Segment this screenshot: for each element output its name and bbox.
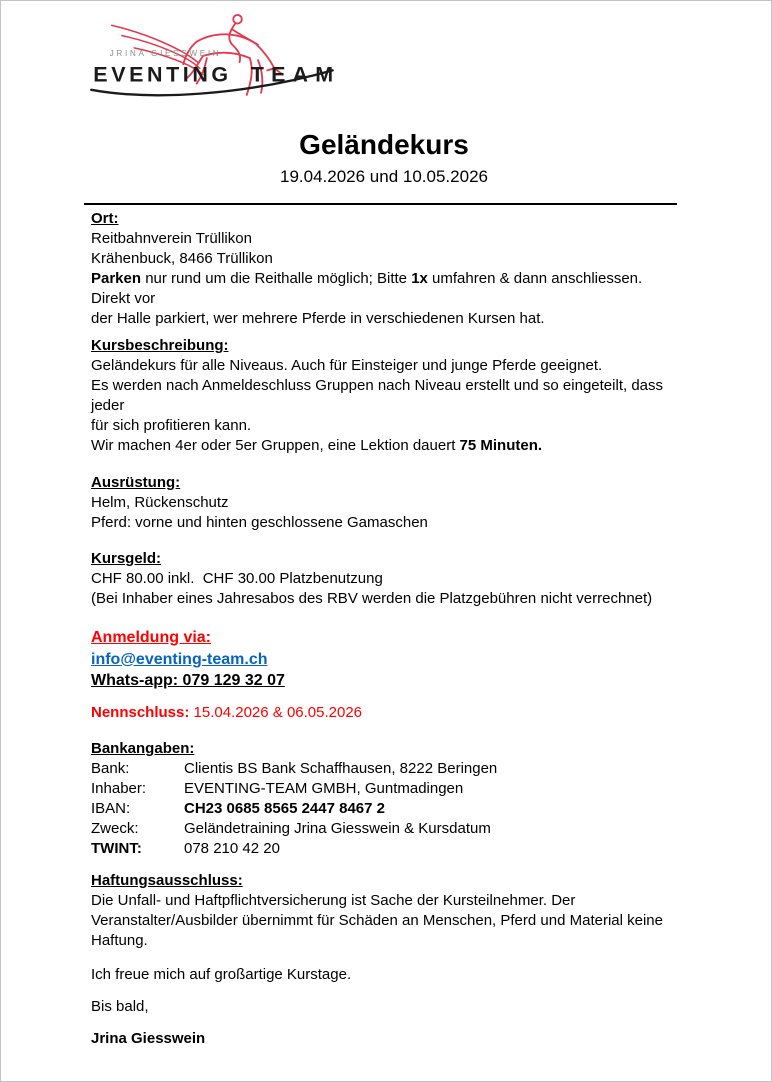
ort-line: Reitbahnverein Trüllikon [91, 230, 252, 247]
iban-value: CH23 0685 8565 2447 8467 2 [184, 800, 386, 817]
inhaber-value: EVENTING-TEAM GMBH, Guntmadingen [184, 780, 464, 797]
ausruestung-line: Helm, Rückenschutz [91, 494, 229, 511]
logo-word-team: TEAM [250, 62, 341, 87]
kursbeschreibung-line [91, 436, 677, 456]
whatsapp-contact: Whats-app: 079 129 32 07 [91, 672, 285, 689]
zweck-value: Geländetraining Jrina Giesswein & Kursdatum [184, 820, 491, 837]
parken-text: nur rund um die Reithalle möglich; Bitte [141, 270, 412, 287]
section-kursbeschreibung [91, 336, 677, 456]
bank-row [91, 759, 677, 779]
zweck-label: Zweck: [91, 820, 139, 837]
section-ort [91, 209, 677, 329]
anmeldung-heading: Anmeldung via: [91, 629, 212, 646]
duration-bold: 75 Minuten. [459, 437, 543, 454]
haftung-line: Die Unfall- und Haftpflichtversicherung ist Sache der Kursteilnehmer. Der [91, 892, 576, 909]
kursbeschreibung-line: Es werden nach Anmeldeschluss Gruppen nach Niveau erstellt und so eingeteilt, dass jeder [91, 377, 663, 414]
haftung-heading: Haftungsausschluss: [91, 872, 243, 889]
logo-subtitle: JRINA GIESSWEIN [109, 49, 222, 59]
page-title: Geländekurs [299, 129, 469, 160]
ausruestung-line: Pferd: vorne und hinten geschlossene Gamaschen [91, 514, 428, 531]
closing-remark: Ich freue mich auf großartige Kurstage. [91, 966, 352, 983]
bankangaben-heading: Bankangaben: [91, 740, 195, 757]
section-ausruestung [91, 473, 677, 533]
twint-label: TWINT: [91, 840, 142, 857]
document-body [1, 1, 772, 1049]
inhaber-label: Inhaber: [91, 780, 147, 797]
section-bankangaben [91, 739, 677, 859]
twint-value: 078 210 42 20 [184, 840, 280, 857]
kursgeld-line: (Bei Inhaber eines Jahresabos des RBV werden die Platzgebühren nicht verrechnet) [91, 590, 653, 607]
parken-text: umfahren & dann anschliessen. Direkt vor [91, 270, 647, 307]
nennschluss-label: Nennschluss: [91, 704, 190, 721]
closing-salutation: Bis bald, [91, 998, 149, 1015]
kursgeld-line: CHF 80.00 inkl. CHF 30.00 Platzbenutzung [91, 570, 383, 587]
haftung-line: Veranstalter/Ausbilder übernimmt für Schäden an Menschen, Pferd und Material keine [91, 912, 663, 929]
signature: Jrina Giesswein [91, 1030, 206, 1047]
parken-bold: Parken [91, 270, 142, 287]
ort-parken-line [91, 269, 677, 309]
bank-row [91, 839, 677, 859]
bank-label: Bank: [91, 760, 130, 777]
iban-label: IBAN: [91, 800, 131, 817]
nennschluss-line [91, 703, 677, 723]
kursbeschreibung-line: Geländekurs für alle Niveaus. Auch für Einsteiger und junge Pferde geeignet. [91, 357, 603, 374]
nennschluss-dates: 15.04.2026 & 06.05.2026 [189, 704, 363, 721]
parken-bold-1x: 1x [411, 270, 428, 287]
logo-word-eventing: EVENTING [93, 62, 232, 87]
section-haftungsausschluss [91, 871, 677, 951]
ort-line: Krähenbuck, 8466 Trüllikon [91, 250, 273, 267]
bank-row [91, 779, 677, 799]
course-dates: 19.04.2026 und 10.05.2026 [280, 167, 488, 186]
section-kursgeld [91, 549, 677, 609]
divider-rule [84, 203, 677, 205]
bank-row [91, 799, 677, 819]
email-link[interactable]: info@eventing-team.ch [91, 651, 268, 668]
ort-parken-line2: der Halle parkiert, wer mehrere Pferde in verschiedenen Kursen hat. [91, 310, 545, 327]
ort-heading: Ort: [91, 210, 119, 227]
section-anmeldung [91, 627, 677, 691]
haftung-line: Haftung. [91, 932, 148, 949]
kursbeschreibung-line: für sich profitieren kann. [91, 417, 252, 434]
bank-value: Clientis BS Bank Schaffhausen, 8222 Beringen [184, 760, 498, 777]
kursgeld-heading: Kursgeld: [91, 550, 162, 567]
ausruestung-heading: Ausrüstung: [91, 474, 181, 491]
lektion-text: Wir machen 4er oder 5er Gruppen, eine Lektion dauert [91, 437, 460, 454]
bank-row [91, 819, 677, 839]
kursbeschreibung-heading: Kursbeschreibung: [91, 337, 229, 354]
